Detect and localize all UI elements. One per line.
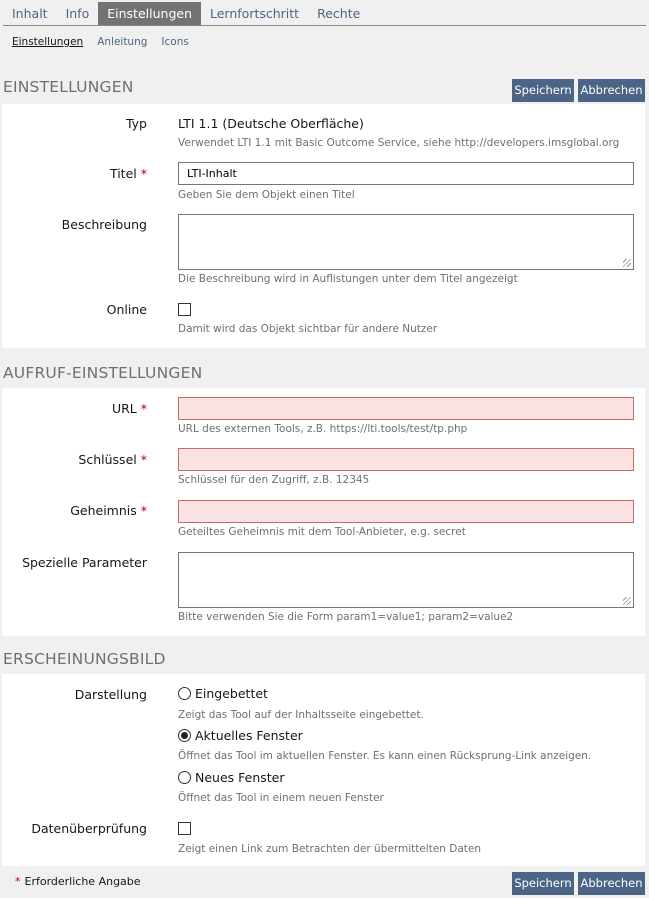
tab-settings[interactable]: Einstellungen — [98, 2, 201, 25]
description-label: Beschreibung — [61, 217, 147, 232]
type-label: Typ — [125, 116, 147, 131]
secret-help: Geteiltes Geheimnis mit dem Tool-Anbieter, e.g. secret — [178, 526, 466, 538]
radio-embedded[interactable] — [178, 687, 191, 700]
tab-info[interactable]: Info — [65, 6, 90, 21]
data-check-label: Datenüberprüfung — [31, 821, 147, 836]
radio-embedded-label[interactable]: Eingebettet — [195, 686, 268, 701]
params-help: Bitte verwenden Sie die Form param1=value1; param2=value2 — [178, 611, 514, 623]
radio-current-window-help: Öffnet das Tool im aktuellen Fenster. Es kann einen Rücksprung-Link anzeigen. — [178, 750, 592, 762]
secret-input[interactable] — [178, 500, 634, 523]
display-label: Darstellung — [74, 687, 147, 702]
launch-panel — [2, 388, 645, 636]
tab-permissions[interactable]: Rechte — [317, 6, 361, 21]
cancel-button-bottom[interactable]: Abbrechen — [578, 872, 645, 895]
section-title-launch: AUFRUF-EINSTELLUNGEN — [3, 364, 203, 382]
save-button-bottom[interactable]: Speichern — [512, 872, 574, 895]
data-check-checkbox[interactable] — [178, 822, 191, 835]
key-help: Schlüssel für den Zugriff, z.B. 12345 — [178, 474, 370, 486]
subtab-instructions[interactable]: Anleitung — [97, 36, 148, 48]
title-input[interactable] — [178, 162, 634, 185]
online-label: Online — [106, 302, 147, 317]
secret-label: Geheimnis * — [70, 503, 147, 518]
cancel-button-top[interactable]: Abbrechen — [578, 79, 645, 102]
section-title-appearance: ERSCHEINUNGSBILD — [3, 650, 166, 668]
resize-grip-icon[interactable] — [623, 597, 631, 605]
radio-current-window-label[interactable]: Aktuelles Fenster — [195, 728, 303, 743]
settings-panel — [2, 104, 645, 348]
radio-new-window-label[interactable]: Neues Fenster — [195, 770, 285, 785]
radio-new-window[interactable] — [178, 771, 191, 784]
description-textarea[interactable] — [178, 214, 634, 270]
url-label: URL * — [111, 401, 147, 416]
required-footnote: * Erforderliche Angabe — [15, 875, 141, 888]
appearance-panel — [2, 674, 645, 866]
type-value: LTI 1.1 (Deutsche Oberfläche) — [178, 116, 364, 131]
tab-content[interactable]: Inhalt — [12, 6, 48, 21]
type-help: Verwendet LTI 1.1 mit Basic Outcome Service, siehe http://developers.imsglobal.org — [178, 137, 620, 149]
url-input[interactable] — [178, 397, 634, 420]
data-check-help: Zeigt einen Link zum Betrachten der übermittelten Daten — [178, 843, 482, 855]
radio-embedded-help: Zeigt das Tool auf der Inhaltsseite eingebettet. — [178, 709, 424, 721]
title-help: Geben Sie dem Objekt einen Titel — [178, 189, 355, 201]
params-textarea[interactable] — [178, 552, 634, 608]
resize-grip-icon[interactable] — [623, 259, 631, 267]
title-label: Titel * — [109, 166, 147, 181]
tab-bar — [3, 2, 646, 26]
key-label: Schlüssel * — [78, 452, 147, 467]
tab-learning-progress[interactable]: Lernfortschritt — [210, 6, 300, 21]
radio-new-window-help: Öffnet das Tool in einem neuen Fenster — [178, 792, 384, 804]
key-input[interactable] — [178, 448, 634, 471]
online-help: Damit wird das Objekt sichtbar für andere Nutzer — [178, 323, 438, 335]
subtab-icons[interactable]: Icons — [161, 36, 189, 48]
section-title-settings: EINSTELLUNGEN — [3, 78, 134, 96]
subtab-bar — [12, 36, 189, 48]
online-checkbox[interactable] — [178, 303, 191, 316]
save-button-top[interactable]: Speichern — [512, 79, 574, 102]
url-help: URL des externen Tools, z.B. https://lti.tools/test/tp.php — [178, 423, 468, 435]
params-label: Spezielle Parameter — [22, 555, 147, 570]
radio-current-window[interactable] — [178, 729, 191, 742]
subtab-settings[interactable]: Einstellungen — [12, 36, 84, 48]
description-help: Die Beschreibung wird in Auflistungen unter dem Titel angezeigt — [178, 273, 518, 285]
